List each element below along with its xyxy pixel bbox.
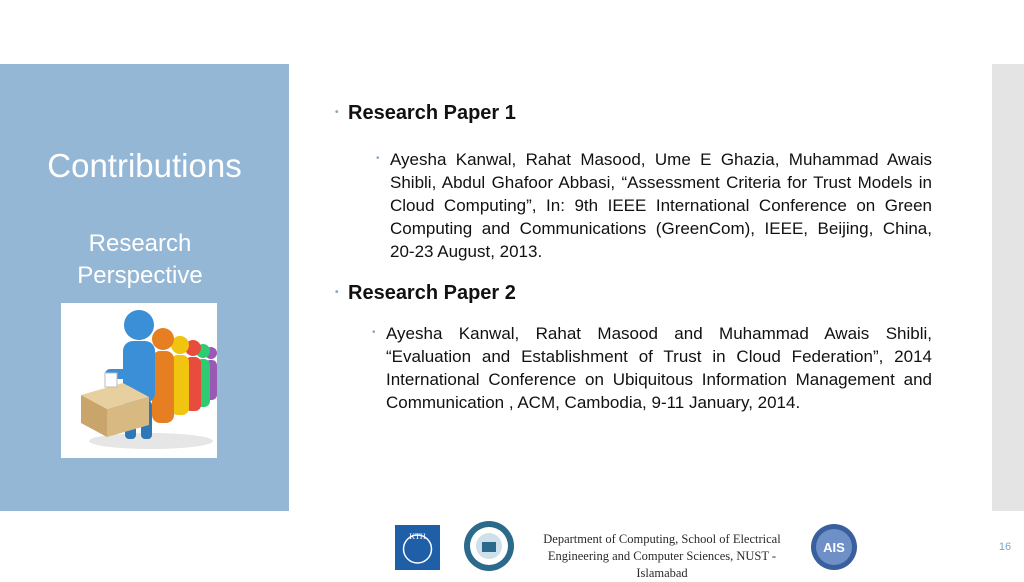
slide-subtitle: Research Perspective <box>77 230 203 289</box>
paper-citation-2: • Ayesha Kanwal, Rahat Masood and Muhammad Awais Shibli, “Evaluation and Establishment of Trust in Cloud Federation”, 2014 International Conference on Ubiquitous Information Management and Communication , ACM, Cambodia, 9-11 January, 2014. <box>386 322 932 414</box>
voting-figures-icon <box>61 303 217 458</box>
bullet-dot-icon: • <box>335 107 339 118</box>
nust-logo <box>463 520 515 572</box>
footer-department: Department of Computing, School of Electrical Engineering and Computer Sciences, NUST - Islamabad <box>543 532 781 580</box>
bullet-dot-icon: • <box>335 287 339 298</box>
paper-heading-2: • Research Paper 2 <box>335 282 516 304</box>
bullet-dot-icon: • <box>376 153 380 164</box>
kth-logo <box>395 525 440 570</box>
slide-title: Contributions <box>47 147 242 184</box>
svg-text:KTH: KTH <box>409 532 426 541</box>
ais-logo <box>810 523 858 571</box>
svg-text:AIS: AIS <box>823 540 845 555</box>
page-number: 16 <box>998 541 1012 553</box>
paper-citation-1: • Ayesha Kanwal, Rahat Masood, Ume E Ghazia, Muhammad Awais Shibli, Abdul Ghafoor Abbasi, “Assessment Criteria for Trust Models in Cloud Computing”, In: 9th IEEE International Conference on Green Computing and Communications (GreenCom), IEEE, Beijing, China, 20-23 August, 2013. <box>390 148 932 263</box>
paper-heading-1: • Research Paper 1 <box>335 102 516 124</box>
right-edge-strip <box>992 64 1024 511</box>
bullet-dot-icon: • <box>372 327 376 338</box>
